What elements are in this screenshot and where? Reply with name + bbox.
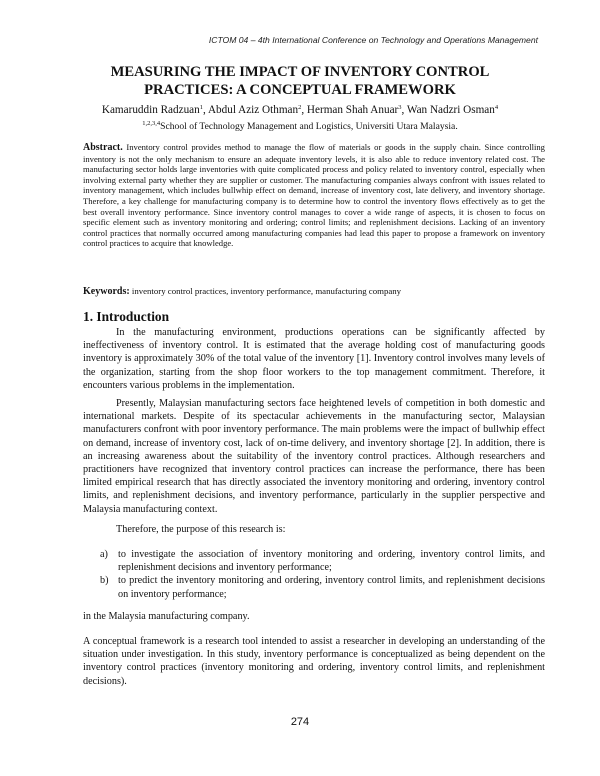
keywords-text: inventory control practices, inventory performance, manufacturing company <box>131 286 402 296</box>
author-sup: 1 <box>199 104 203 111</box>
abstract <box>83 142 545 249</box>
abstract-text: Inventory control provides method to manage the flow of materials or goods in the supply chain. Since controlling inventory is not the only mechanism to ensure an adequate inventory levels, it is also able to reduce inventory related cost. The manufacturing sector holds large inventories with quite complicated process and policy related to inventory control, especially when involving external party whether they are supplier or customer. The manufacturing companies always confront with issues related to inventory management, which includes bullwhip effect on demand, increase of inventory cost, late delivery, and inventory shortage. Therefore, a key challenge for manufacturing company is to determine how to control the inventory flows effectively as to get the best overall inventory performance. Since inventory control manages to cover a wide range of aspects, it is chosen to focus on specific element such as inventory monitoring and ordering; control limits; and replenishment decisions. Lacking of an inventory control practices that normally occurred among manufacturing companies had lead this paper to propose a framework on inventory control practices to acquire that knowledge. <box>83 142 545 249</box>
intro-paragraph-4: in the Malaysia manufacturing company. <box>83 611 250 622</box>
list-item <box>100 574 545 600</box>
abstract-label: Abstract. <box>83 142 123 153</box>
list-marker: b) <box>100 575 109 587</box>
author-name: Herman Shah Anuar <box>306 104 399 116</box>
list-text: to predict the inventory monitoring and ordering, inventory control limits, and replenishment decisions on inventory performance; <box>118 575 545 600</box>
section-heading-introduction: 1. Introduction <box>83 309 170 324</box>
affiliation-text: School of Technology Management and Logistics, Universiti Utara Malaysia. <box>160 121 458 132</box>
intro-paragraph-2: Presently, Malaysian manufacturing sectors face heightened levels of competition in both domestic and international markets. Despite of its spectacular achievements in the manufacturing sector, Malaysian manufacturers confront with poor inventory performance. The main problems were the impact of bullwhip effect on demand, increase of inventory cost, lack of on-time delivery, and inventory shortage [2]. In addition, there is an increasing awareness about the suitability of the inventory control practices. Although researchers and practitioners have recognized that inventory control practices can increase the performance, there has been limited empirical research that has directly associated the inventory monitoring and ordering, inventory control limits, and replenishment decisions, and inventory performance, particularly in the supplier perspective and Malaysia manufacturing context. <box>83 398 545 515</box>
author-list: Kamaruddin Radzuan$^1$, Abdul Aziz Othman$^2$, Herman Shah Anuar$^3$, Wan Nadzri Osman$^4$ <box>101 104 499 116</box>
list-marker: a) <box>100 549 108 560</box>
affiliation-sup: 1,2,3,4 <box>142 120 161 127</box>
author-sup: 3 <box>398 104 402 111</box>
keywords <box>83 286 545 297</box>
intro-paragraph-1: In the manufacturing environment, productions operations can be significantly affected by ineffectiveness of inventory control. It is estimated that the average holding cost of manufacturing goods inventory is approximately 30% of the total value of the inventory [1]. Inventory control involves many levels of the organization, starting from the shop floor workers to the top management commitment. Therefore, it encounters various problems in the implementation. <box>83 327 545 391</box>
intro-paragraph-3: Therefore, the purpose of this research is: <box>116 524 286 535</box>
author-sup: 2 <box>298 104 302 111</box>
author-name: Kamaruddin Radzuan <box>101 104 200 116</box>
purpose-list <box>100 548 545 601</box>
list-text: to investigate the association of inventory monitoring and ordering, inventory control limits, and replenishment decisions and inventory performance; <box>118 549 545 574</box>
affiliation <box>60 121 540 132</box>
conference-header: ICTOM 04 – 4th International Conference on Technology and Operations Management <box>208 35 538 45</box>
author-sup: 4 <box>494 104 499 111</box>
keywords-label: Keywords: <box>83 286 130 297</box>
author-name: Abdul Aziz Othman <box>207 104 299 116</box>
page-number: 274 <box>290 716 310 728</box>
paper-title: MEASURING THE IMPACT OF INVENTORY CONTROL PRACTICES: A CONCEPTUAL FRAMEWORK <box>110 64 490 98</box>
list-item <box>100 548 545 574</box>
author-name: Wan Nadzri Osman <box>406 104 495 116</box>
intro-paragraph-5: A conceptual framework is a research tool intended to assist a researcher in developing an understanding of the situation under investigation. In this study, inventory performance is conceptualized as being dependent on the inventory control practices (inventory monitoring and ordering, inventory control limits, and replenishment decisions). <box>83 636 545 687</box>
